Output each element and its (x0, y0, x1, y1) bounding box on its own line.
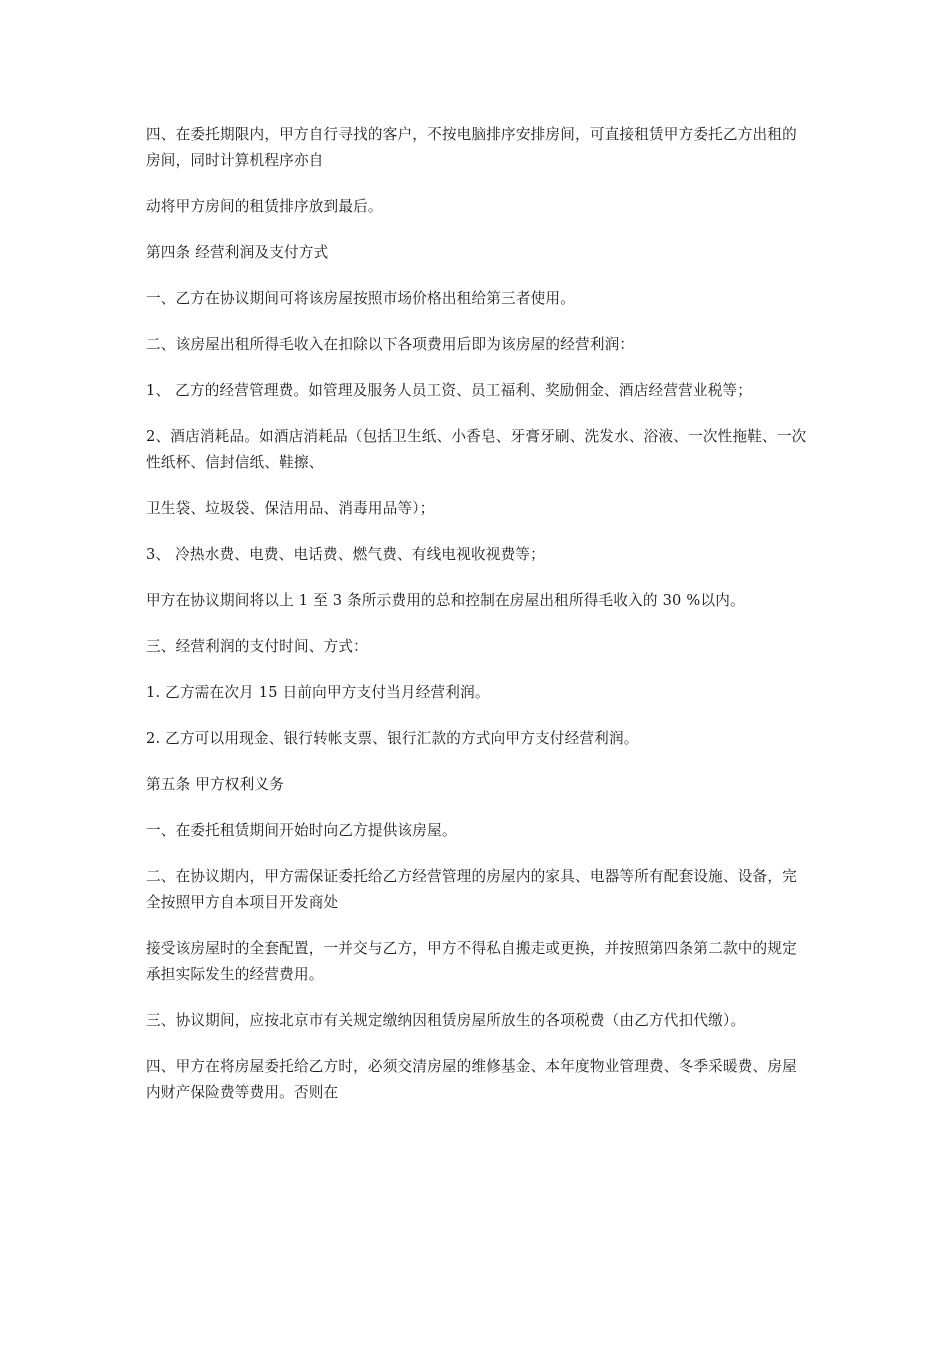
paragraph: 二、在协议期内，甲方需保证委托给乙方经营管理的房屋内的家具、电器等所有配套设施、设备，完全按照甲方自本项目开发商处 (146, 868, 797, 911)
paragraph: 甲方在协议期间将以上 1 至 3 条所示费用的总和控制在房屋出租所得毛收入的 30 %以内。 (146, 592, 745, 609)
list-item: 1、 乙方的经营管理费。如管理及服务人员工资、员工福利、奖励佣金、酒店经营营业税等； (146, 382, 753, 399)
paragraph: 二、该房屋出租所得毛收入在扣除以下各项费用后即为该房屋的经营利润： (146, 336, 635, 353)
paragraph: 三、经营利润的支付时间、方式： (146, 638, 368, 655)
paragraph: 一、在委托租赁期间开始时向乙方提供该房屋。 (146, 822, 457, 839)
list-item: 1. 乙方需在次月 15 日前向甲方支付当月经营利润。 (146, 684, 490, 701)
paragraph: 动将甲方房间的租赁排序放到最后。 (146, 198, 383, 215)
paragraph: 卫生袋、垃圾袋、保洁用品、消毒用品等）； (146, 500, 435, 517)
list-item: 2、酒店消耗品。如酒店消耗品（包括卫生纸、小香皂、牙膏牙刷、洗发水、浴液、一次性拖鞋、一次性纸杯、信封信纸、鞋擦、 (146, 428, 807, 471)
paragraph: 接受该房屋时的全套配置，一并交与乙方，甲方不得私自搬走或更换，并按照第四条第二款中的规定承担实际发生的经营费用。 (146, 940, 797, 983)
document-page (146, 122, 810, 1126)
section-heading: 第五条 甲方权利义务 (146, 776, 284, 793)
paragraph: 一、乙方在协议期间可将该房屋按照市场价格出租给第三者使用。 (146, 290, 576, 307)
paragraph: 四、在委托期限内，甲方自行寻找的客户，不按电脑排序安排房间，可直接租赁甲方委托乙方出租的房间，同时计算机程序亦自 (146, 126, 797, 169)
section-heading: 第四条 经营利润及支付方式 (146, 244, 329, 261)
paragraph: 四、甲方在将房屋委托给乙方时，必须交清房屋的维修基金、本年度物业管理费、冬季采暖费、房屋内财产保险费等费用。否则在 (146, 1058, 797, 1101)
paragraph: 三、协议期间，应按北京市有关规定缴纳因租赁房屋所放生的各项税费（由乙方代扣代缴）。 (146, 1012, 746, 1029)
list-item: 2. 乙方可以用现金、银行转帐支票、银行汇款的方式向甲方支付经营利润。 (146, 730, 639, 747)
list-item: 3、 冷热水费、电费、电话费、燃气费、有线电视收视费等； (146, 546, 545, 563)
